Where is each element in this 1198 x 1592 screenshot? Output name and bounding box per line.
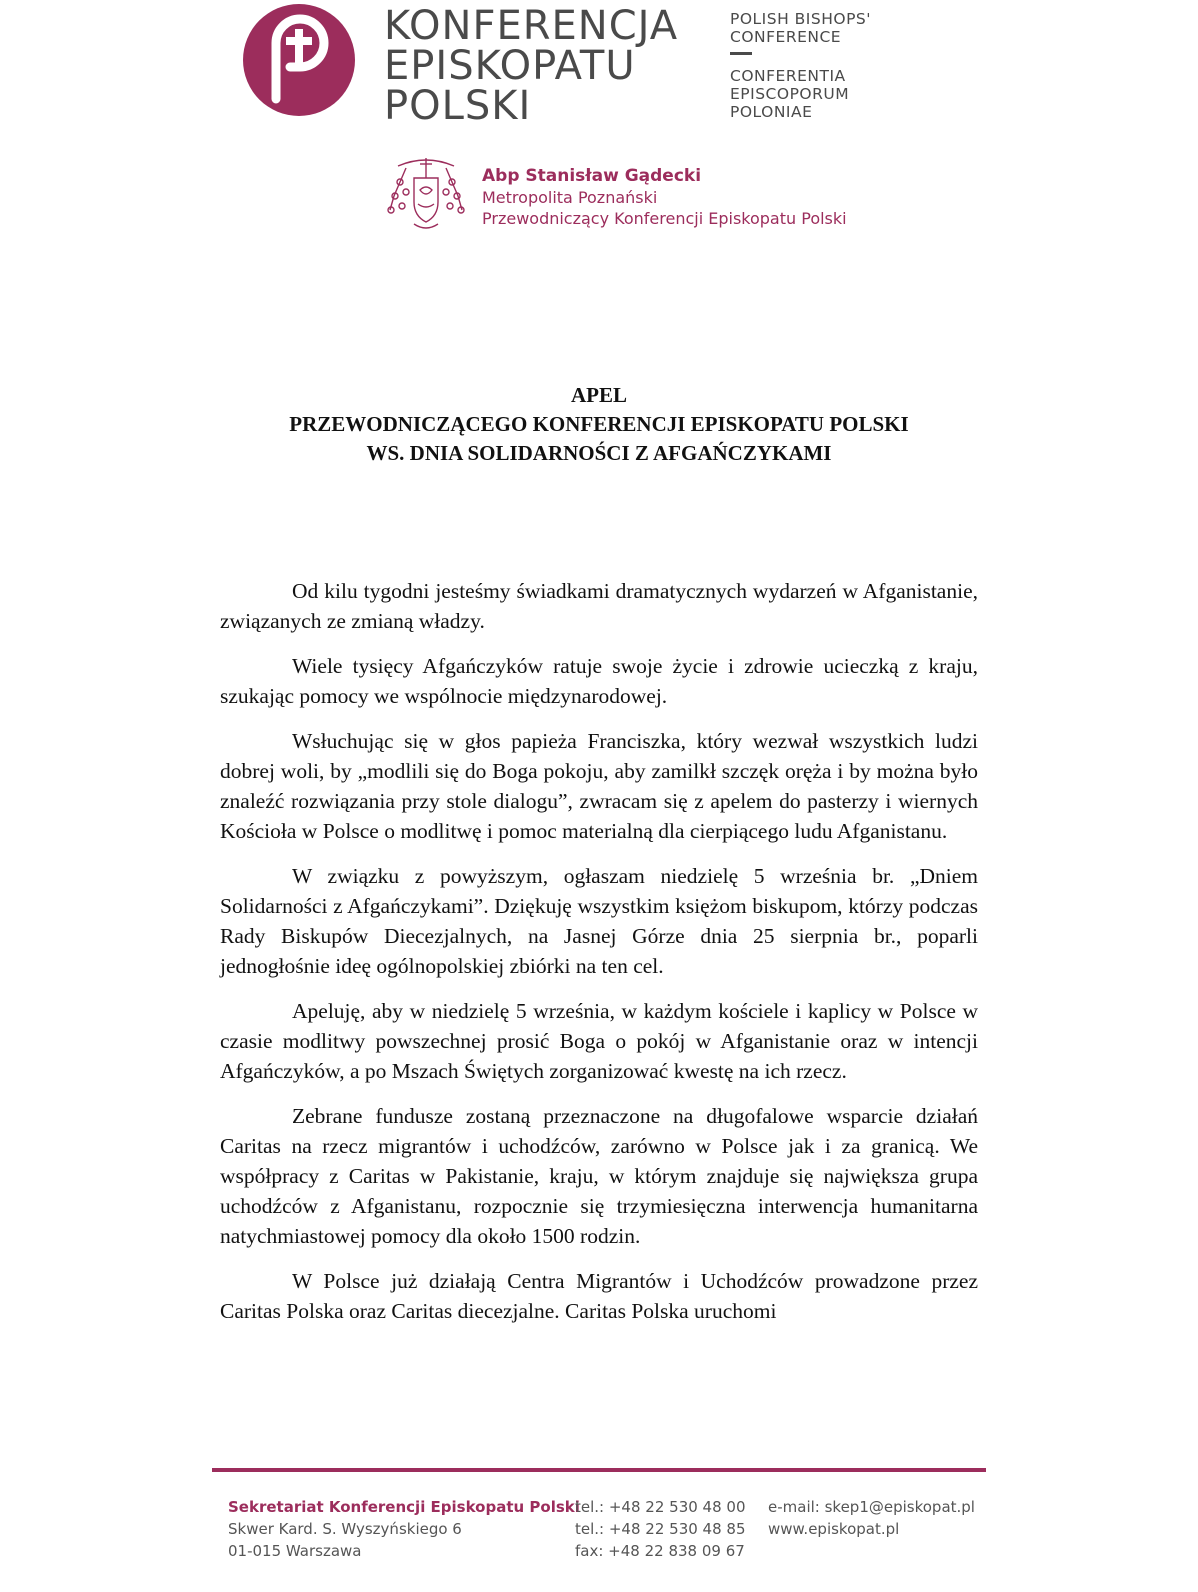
- footer-phone: tel.: +48 22 530 48 85: [575, 1520, 746, 1538]
- footer-city: 01-015 Warszawa: [228, 1542, 362, 1560]
- footer-address: [228, 1496, 580, 1562]
- title-line: APEL: [570, 383, 627, 407]
- signatory-title: Przewodniczący Konferencji Episkopatu Polski: [482, 209, 847, 228]
- footer-fax: fax: +48 22 838 09 67: [575, 1542, 745, 1560]
- signatory-name: Abp Stanisław Gądecki: [482, 166, 702, 186]
- conference-logo-icon: [242, 3, 356, 117]
- title-line: PRZEWODNICZĄCEGO KONFERENCJI EPISKOPATU POLSKI: [289, 412, 909, 436]
- footer-divider: [212, 1468, 986, 1472]
- footer-phones: [575, 1496, 746, 1562]
- signatory-block: [482, 166, 847, 229]
- footer-website-link[interactable]: www.episkopat.pl: [768, 1520, 900, 1538]
- coat-of-arms-icon: [384, 152, 468, 236]
- conference-la-line: POLONIAE: [730, 103, 813, 121]
- conference-en-line: CONFERENCE: [730, 28, 842, 46]
- conference-en-line: POLISH BISHOPS': [730, 10, 872, 28]
- logo-line: POLSKI: [384, 83, 532, 129]
- footer-email-link[interactable]: e-mail: skep1@episkopat.pl: [768, 1498, 975, 1516]
- paragraph: Wsłuchując się w głos papieża Franciszka, który wezwał wszystkich ludzi dobrej woli, by „modlili się do Boga pokoju, aby zamilkł szczęk oręża i by można było znaleźć rozwiązania przy stole dialogu”, zwracam się z apelem do pasterzy i wiernych Kościoła w Polsce o modlitwę i pomoc materialną dla cierpiącego ludu Afganistanu.: [220, 729, 978, 843]
- separator: [730, 52, 752, 55]
- signatory-title: Metropolita Poznański: [482, 188, 658, 207]
- conference-la-line: CONFERENTIA: [730, 67, 846, 85]
- footer-org: Sekretariat Konferencji Episkopatu Polski: [228, 1498, 580, 1516]
- logo-line: EPISKOPATU: [384, 43, 636, 89]
- paragraph: Wiele tysięcy Afgańczyków ratuje swoje życie i zdrowie ucieczką z kraju, szukając pomocy we wspólnocie międzynarodowej.: [220, 654, 978, 708]
- title-line: WS. DNIA SOLIDARNOŚCI Z AFGAŃCZYKAMI: [366, 441, 832, 465]
- conference-la-line: EPISCOPORUM: [730, 85, 850, 103]
- paragraph: W Polsce już działają Centra Migrantów i Uchodźców prowadzone przez Caritas Polska oraz Caritas diecezjalne. Caritas Polska uruchomi: [220, 1269, 978, 1323]
- footer-contact: [768, 1496, 975, 1540]
- paragraph: W związku z powyższym, ogłaszam niedzielę 5 września br. „Dniem Solidarności z Afgańczykami”. Dziękuję wszystkim księżom biskupom, którzy podczas Rady Biskupów Diecezjalnych, na Jasnej Górze dnia 25 sierpnia br., poparli jednogłośnie ideę ogólnopolskiej zbiórki na ten cel.: [220, 864, 978, 978]
- conference-names: [730, 10, 871, 121]
- conference-wordmark: [384, 3, 679, 129]
- paragraph: Apeluję, aby w niedzielę 5 września, w każdym kościele i kaplicy w Polsce w czasie modlitwy powszechnej prosić Boga o pokój w Afganistanie oraz w intencji Afgańczyków, a po Mszach Świętych zorganizować kwestę na ich rzecz.: [220, 999, 978, 1083]
- paragraph: Od kilu tygodni jesteśmy świadkami dramatycznych wydarzeń w Afganistanie, związanych ze zmianą władzy.: [220, 579, 978, 633]
- document-title: [220, 381, 978, 468]
- document-body: [220, 576, 978, 1341]
- footer-street: Skwer Kard. S. Wyszyńskiego 6: [228, 1520, 462, 1538]
- logo-line: KONFERENCJA: [384, 3, 679, 49]
- paragraph: Zebrane fundusze zostaną przeznaczone na długofalowe wsparcie działań Caritas na rzecz migrantów i uchodźców, zarówno w Polsce jak i za granicą. We współpracy z Caritas w Pakistanie, kraju, w którym znajduje się największa grupa uchodźców z Afganistanu, rozpocznie się trzymiesięczna interwencja humanitarna natychmiastowej pomocy dla około 1500 rodzin.: [220, 1104, 978, 1248]
- footer-phone: tel.: +48 22 530 48 00: [575, 1498, 746, 1516]
